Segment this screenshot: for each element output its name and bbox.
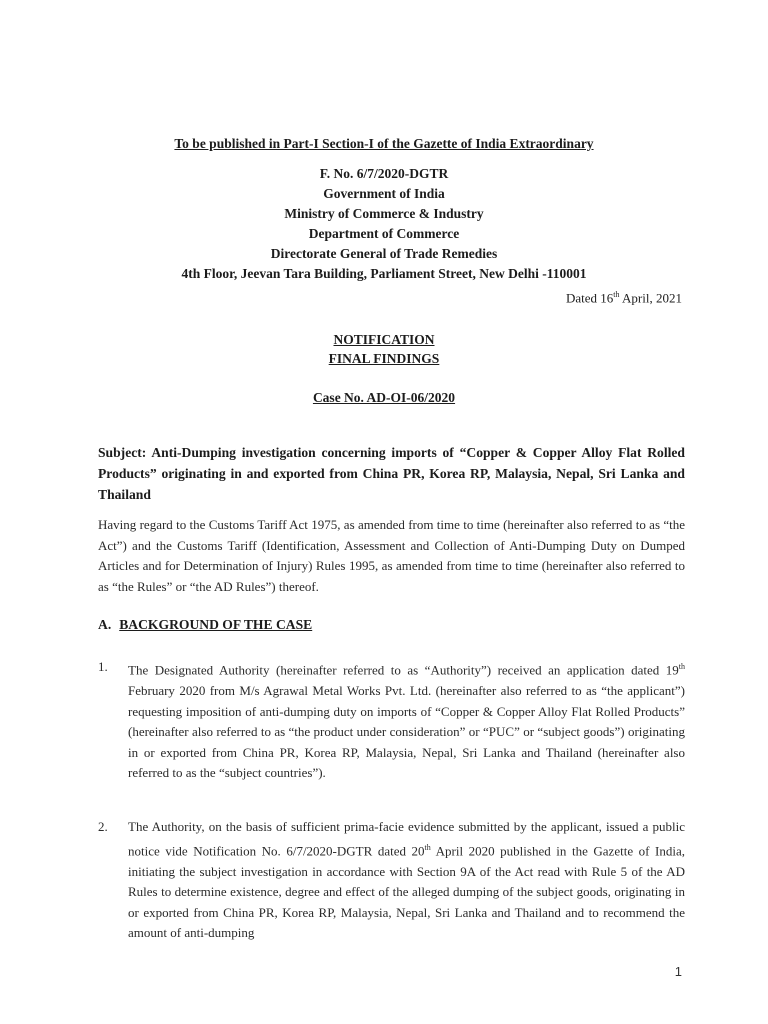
department-line: Department of Commerce bbox=[308, 226, 460, 241]
page-number: 1 bbox=[674, 964, 682, 979]
final-findings-heading: FINAL FINDINGS bbox=[328, 351, 440, 366]
item-number: 2. bbox=[98, 819, 108, 834]
section-title: BACKGROUND OF THE CASE bbox=[119, 617, 313, 632]
item-text: The Designated Authority (hereinafter referred to as “Authority”) received an application dated 19th February 2020 from M/s Agrawal Metal Works Pvt. Ltd. (hereinafter also referred to as “the applicant”) requesting imposition of anti-dumping duty on imports of “Copper & Copper Alloy Flat Rolled Products” (hereinafter also referred to as “the product under consideration” or “PUC” or “subject goods”) originating in or exported from China PR, Korea RP, Malaysia, Nepal, Sri Lanka and Thailand (hereinafter also referred to as the “subject countries”). bbox=[128, 662, 685, 781]
list-item bbox=[98, 817, 685, 944]
government-line: Government of India bbox=[323, 186, 445, 201]
case-number: Case No. AD-OI-06/2020 bbox=[312, 390, 456, 405]
directorate-line: Directorate General of Trade Remedies bbox=[270, 246, 498, 261]
section-letter: A. bbox=[98, 617, 112, 632]
ministry-line: Ministry of Commerce & Industry bbox=[284, 206, 484, 221]
section-a-heading bbox=[98, 617, 312, 633]
gazette-publication-line: To be published in Part-I Section-I of the Gazette of India Extraordinary bbox=[174, 136, 594, 151]
intro-paragraph: Having regard to the Customs Tariff Act 1975, as amended from time to time (hereinafter also referred to as “the Act”) and the Customs Tariff (Identification, Assessment and Collection of Anti-Dumping Duty on Dumped Articles and for Determination of Injury) Rules 1995, as amended from time to time (hereinafter also referred to as “the Rules” or “the AD Rules”) thereof. bbox=[98, 517, 685, 594]
file-number: F. No. 6/7/2020-DGTR bbox=[319, 166, 449, 181]
date-line: Dated 16th April, 2021 bbox=[565, 290, 682, 306]
item-number: 1. bbox=[98, 659, 108, 674]
item-text: The Authority, on the basis of sufficient prima-facie evidence submitted by the applicant, issued a public notice vide Notification No. 6/7/2020-DGTR dated 20th April 2020 published in the Gazette of India, initiating the subject investigation in accordance with Section 9A of the Act read with Rule 5 of the AD Rules to determine existence, degree and effect of the alleged dumping of the subject goods, originating in or exported from China PR, Korea RP, Malaysia, Nepal, Sri Lanka and Thailand and to recommend the amount of anti-dumping bbox=[128, 819, 685, 941]
notification-heading: NOTIFICATION bbox=[333, 332, 435, 347]
subject-paragraph: Subject: Anti-Dumping investigation concerning imports of “Copper & Copper Alloy Flat Rolled Products” originating in and exported from China PR, Korea RP, Malaysia, Nepal, Sri Lanka and Thailand bbox=[98, 445, 685, 502]
address-line: 4th Floor, Jeevan Tara Building, Parliament Street, New Delhi -110001 bbox=[181, 266, 587, 281]
list-item bbox=[98, 657, 685, 784]
